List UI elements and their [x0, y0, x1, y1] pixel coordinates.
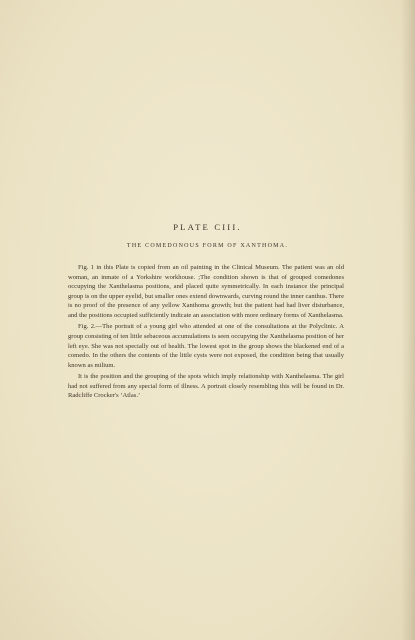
paragraph-fig-2: Fig. 2.—The portrait of a young girl who attended at one of the consultations at the Polyclinic. A group consisting of ten little sebaceous accumulations is seen occupying the Xanthelasma position of her left eye. She was not specially out of health. The lowest spot in the group shows the blackened end of a comedo. In the others the contents of the little cysts were not exposed, the condition being that usually known as milium. — [68, 323, 344, 369]
plate-title: PLATE CIII. — [173, 222, 242, 232]
paragraph-fig-1: Fig. 1 in this Plate is copied from an oil painting in the Clinical Museum. The patient was an old woman, an inmate of a Yorkshire workhouse. ;The condition shown is that of grouped comedones occupying the Xanthelasma positions, and placed quite symmetrically. In each instance the principal group is on the upper eyelid, but smaller ones extend downwards, curving round the inner canthus. There is no proof of the presence of any yellow Xanthoma growth; but the patient had had liver disturbance, and the positions occupied sufficiently indicate an association with more ordinary forms of Xanthelasma. — [68, 264, 344, 319]
plate-subtitle: THE COMEDONOUS FORM OF XANTHOMA. — [126, 243, 289, 249]
page-gutter-shadow — [401, 0, 415, 640]
plate-description — [68, 263, 344, 403]
paragraph-closing: It is the position and the grouping of the spots which imply relationship with Xanthelasma. The girl had not suffered from any special form of illness. A portrait closely resembling this will be found in Dr. Radcliffe Crocker's ‘Atlas.’ — [68, 373, 344, 400]
